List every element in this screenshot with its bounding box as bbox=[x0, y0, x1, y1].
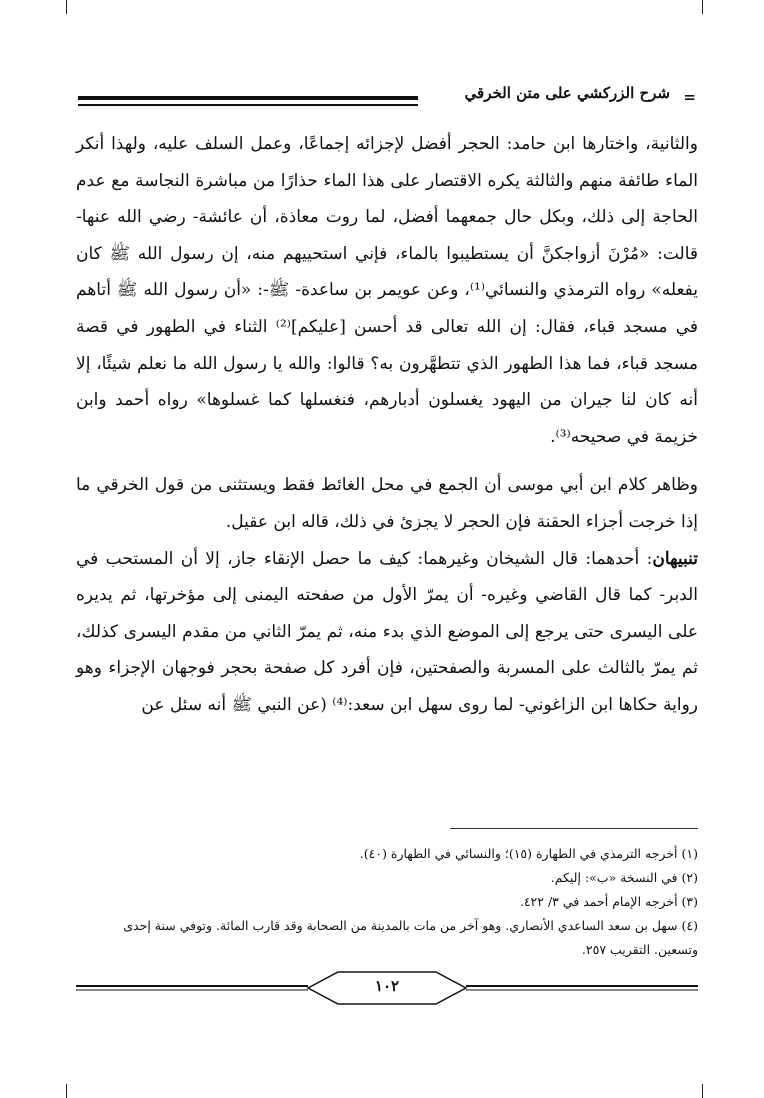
running-header bbox=[78, 82, 696, 114]
header-rule-thin bbox=[78, 104, 418, 106]
crop-mark-top-left bbox=[66, 0, 67, 14]
paragraph-tanbihan bbox=[76, 541, 698, 724]
crop-mark-bottom-left bbox=[66, 1084, 67, 1098]
footnote-separator bbox=[450, 828, 698, 829]
footnotes bbox=[76, 842, 698, 962]
paragraph-gap bbox=[76, 455, 698, 467]
footnote-3: (٣) أخرجه الإمام أحمد في ٣/ ٤٢٢. bbox=[519, 894, 698, 909]
paragraph-1: والثانية، واختارها ابن حامد: الحجر أفضل لإجزائه إجماعًا، وعمل السلف عليه، ولهذا أنكر الماء طائفة منهم والثالثة يكره الاقتصار على هذا الماء حذارًا من مباشرة النجاسة مع عدم الحاجة إلى ذلك، وبكل حال جمعهما أفضل، لما روت معاذة، أن عائشة- رضي الله عنها- قالت: «مُرْنَ أزواجكنَّ أن يستطيبوا بالماء، فإني استحييهم منه، إن رسول الله ﷺ كان يفعله» رواه الترمذي والنسائي⁽¹⁾، وعن عويمر بن ساعدة- ﷺ-: «أن رسول الله ﷺ أتاهم في مسجد قباء، فقال: إن الله تعالى قد أحسن [عليكم]⁽²⁾ الثناء في الطهور في قصة مسجد قباء، فما هذا الطهور الذي تتطهَّرون به؟ قالوا: والله يا رسول الله ما نعلم شيئًا، إلا أنه كان لنا جيران من اليهود يغسلون أدبارهم، فنغسلها كما غسلوها» رواه أحمد وابن خزيمة في صحيحه⁽³⁾. bbox=[76, 134, 699, 447]
header-rule-thick bbox=[78, 96, 418, 100]
header-title: شرح الزركشي على متن الخرقي bbox=[464, 84, 670, 102]
footnote-2: (٢) في النسخة «ب»: إليكم. bbox=[550, 870, 698, 885]
tanbihan-heading: تنبيهان bbox=[652, 548, 698, 569]
page-number-ornament bbox=[76, 968, 698, 1008]
crop-mark-top-right bbox=[702, 0, 703, 14]
footnote-4: (٤) سهل بن سعد الساعدي الأنصاري. وهو آخر من مات بالمدينة من الصحابة وقد قارب المائة. وتوفي سنة إحدى وتسعين. التقريب ٢٥٧. bbox=[123, 918, 698, 957]
main-text bbox=[76, 126, 698, 724]
header-dash: = bbox=[683, 88, 696, 106]
tanbihan-text: : أحدهما: قال الشيخان وغيرهما: كيف ما حصل الإنقاء جاز، إلا أن المستحب في الدبر- كما قال القاضي وغيره- أن يمرّ الأول من صفحته اليمنى إلى مؤخرتها، ثم يديره على اليسرى حتى يرجع إلى الموضع الذي بدء منه، ثم يمرّ الثاني من مقدم اليسرى كذلك، ثم يمرّ بالثالث على المسربة والصفحتين، فإن أفرد كل صفحة بحجر فوجهان الإجزاء وهو رواية حكاها ابن الزاغوني- لما روى سهل ابن سعد:⁽⁴⁾ (عن النبي ﷺ أنه سئل عن bbox=[76, 548, 698, 715]
footnote-1: (١) أخرجه الترمذي في الطهارة (١٥)؛ والنسائي في الطهارة (٤٠). bbox=[359, 846, 698, 861]
paragraph-2: وظاهر كلام ابن أبي موسى أن الجمع في محل الغائط فقط ويستثنى من قول الخرقي ما إذا خرجت أجزاء الحقنة فإن الحجر لا يجزئ في ذلك، قاله ابن عقيل. bbox=[76, 475, 698, 532]
crop-mark-bottom-right bbox=[702, 1084, 703, 1098]
page-number: ١٠٢ bbox=[374, 977, 400, 995]
